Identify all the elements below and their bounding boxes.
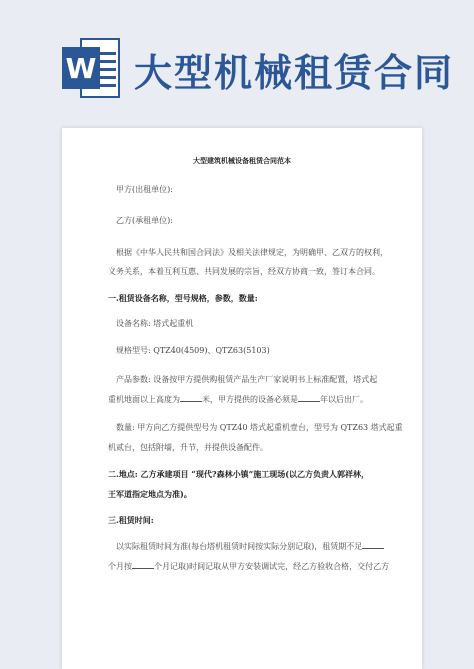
blank-field — [362, 540, 384, 549]
word-logo-icon — [62, 38, 122, 98]
blank-field — [180, 393, 202, 402]
device-name-line: 设备名称: 塔式起重机 — [116, 319, 194, 328]
party-b-line: 乙方(承租单位): — [116, 216, 173, 225]
banner-title: 大型机械租赁合同 — [134, 51, 455, 95]
params-line-2: 重机地面以上高度为 米，甲方提供的设备必须是 年以后出厂。 — [108, 395, 368, 404]
time-line-2: 个月按 个月记取)时间记取从甲方安装调试完，经乙方验收合格，交付乙方 — [108, 562, 390, 571]
time-line-1: 以实际租赁时间为准(每台塔机租赁时间按实际分别记取)，租赁期不足 — [116, 537, 396, 556]
section-3-heading: 三.租赁时间: — [108, 515, 154, 525]
params-line-1: 产品参数: 设备按甲方提供购租赁产品生产厂家说明书上标准配置，塔式起 — [116, 375, 378, 384]
intro-line-1: 根据《中华人民共和国合同法》及相关法律规定，为明确甲、乙双方的权利， — [116, 248, 388, 257]
blank-field — [298, 393, 320, 402]
document-page — [62, 128, 422, 669]
intro-line-2: 义务关系，本着互利互惠、共同发展的宗旨，经双方协商一致，签订本合同。 — [108, 267, 380, 276]
header-banner — [0, 0, 474, 118]
section-1-heading: 一.租赁设备名称，型号规格，参数，数量: — [108, 293, 258, 303]
quantity-line-2: 机贰台，包括附墙，升节，并提供设备配件。 — [108, 443, 268, 452]
document-title: 大型建筑机械设备租赁合同范本 — [193, 156, 291, 165]
blank-field — [132, 560, 154, 569]
word-badge: W — [62, 47, 100, 89]
model-line: 规格型号: QTZ40(4509)、QTZ63(5103) — [116, 346, 270, 355]
party-a-line: 甲方(出租单位): — [116, 185, 173, 194]
section-2-line-1: 二.地点: 乙方承建项目 “现代?森林小镇”施工现场(以乙方负责人郭祥林， — [108, 469, 369, 479]
quantity-line-1: 数量: 甲方向乙方提供型号为 QTZ40 塔式起重机壹台，型号为 QTZ63 塔式起重 — [116, 423, 403, 432]
section-2-line-2: 王军道指定地点为准)。 — [108, 489, 192, 499]
